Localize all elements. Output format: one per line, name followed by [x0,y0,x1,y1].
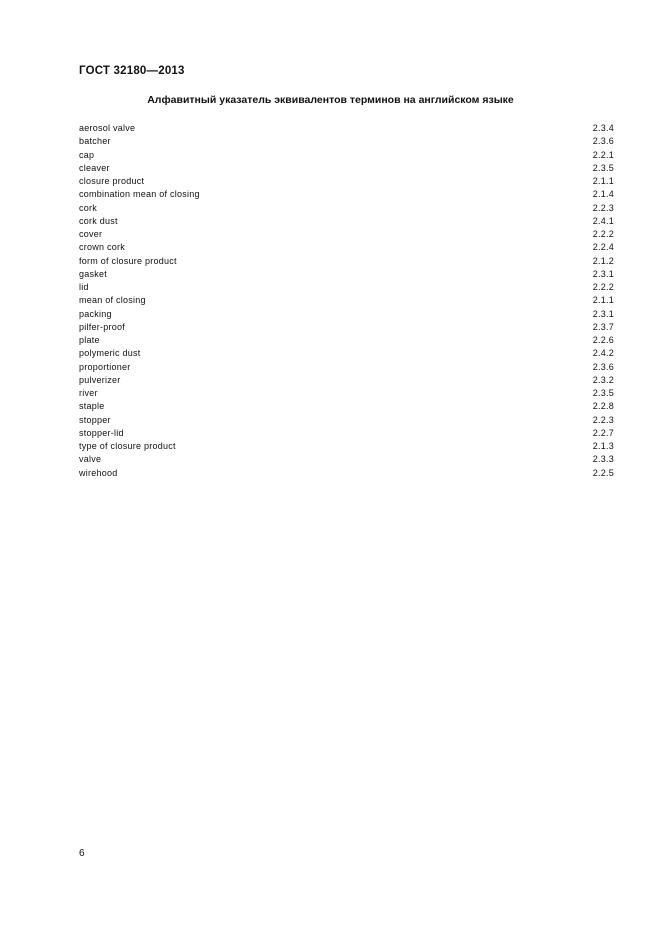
entry-reference: 2.2.1 [592,149,614,160]
entry-term: cork [79,202,98,213]
entry-reference: 2.2.2 [592,229,614,239]
entry-reference: 2.2.6 [592,335,614,345]
entry-term: aerosol valve [79,123,136,133]
entry-term: polymeric dust [79,348,141,359]
index-entry [79,228,614,241]
entry-reference: 2.2.8 [592,401,614,412]
index-entry [79,281,614,294]
entry-term: cleaver [79,162,110,173]
entry-term: combination mean of closing [79,189,200,200]
entry-term: staple [79,401,105,412]
page-number: 6 [79,848,85,859]
entry-reference: 2.2.5 [592,467,614,478]
index-entry [79,387,614,400]
index-entry [79,135,614,148]
entry-term: gasket [79,268,108,279]
index-entry [79,268,614,281]
entry-term: mean of closing [79,295,146,306]
entry-term: cover [79,229,103,239]
entry-reference: 2.3.7 [592,321,614,332]
entry-reference: 2.3.1 [592,268,614,279]
entry-reference: 2.2.2 [592,282,614,292]
index-entry [79,467,614,480]
entry-reference: 2.2.7 [592,427,614,438]
index-entry [79,427,614,440]
index-entry [79,202,614,215]
entry-term: closure product [79,176,145,186]
index-entry [79,347,614,360]
entry-term: stopper [79,414,111,425]
entry-term: pilfer-proof [79,321,126,332]
entry-reference: 2.2.3 [592,414,614,425]
index-entry [79,308,614,321]
index-entry [79,162,614,175]
index-entry [79,215,614,228]
index-entry [79,440,614,453]
entry-reference: 2.3.3 [592,454,614,465]
index-entry [79,188,614,201]
entry-reference: 2.4.2 [592,348,614,359]
entry-term: stopper-lid [79,427,124,438]
index-entry [79,334,614,347]
index-entry [79,149,614,162]
index-entry [79,255,614,268]
entry-term: wirehood [79,467,118,478]
document-header: ГОСТ 32180—2013 [79,65,185,77]
entry-reference: 2.3.2 [592,374,614,385]
index-entry [79,400,614,413]
index-entry [79,453,614,466]
entry-term: proportioner [79,361,131,372]
entry-term: form of closure product [79,255,177,266]
index-list [79,122,614,480]
index-entry [79,241,614,254]
index-entry [79,414,614,427]
entry-reference: 2.2.4 [592,242,614,253]
entry-reference: 2.3.4 [592,123,614,133]
entry-term: cork dust [79,215,118,226]
entry-reference: 2.3.5 [592,162,614,173]
entry-reference: 2.2.3 [592,202,614,213]
entry-term: pulverizer [79,374,121,385]
entry-reference: 2.1.1 [592,295,614,306]
entry-reference: 2.1.4 [592,189,614,200]
index-entry [79,122,614,135]
entry-reference: 2.1.3 [592,441,614,451]
entry-reference: 2.3.5 [592,388,614,398]
entry-reference: 2.3.6 [592,136,614,147]
entry-reference: 2.3.6 [592,361,614,372]
index-entry [79,175,614,188]
entry-reference: 2.1.1 [592,176,614,186]
entry-term: river [79,388,98,398]
index-entry [79,294,614,307]
entry-term: cap [79,149,95,160]
entry-term: batcher [79,136,111,147]
index-title: Алфавитный указатель эквивалентов терминов на английском языке [147,94,514,106]
entry-term: valve [79,454,102,465]
entry-reference: 2.1.2 [592,255,614,266]
entry-term: plate [79,335,100,345]
entry-reference: 2.3.1 [592,308,614,319]
entry-term: packing [79,308,112,319]
entry-term: crown cork [79,242,126,253]
entry-reference: 2.4.1 [592,215,614,226]
entry-term: type of closure product [79,441,176,451]
index-entry [79,374,614,387]
index-entry [79,321,614,334]
entry-term: lid [79,282,89,292]
index-entry [79,361,614,374]
